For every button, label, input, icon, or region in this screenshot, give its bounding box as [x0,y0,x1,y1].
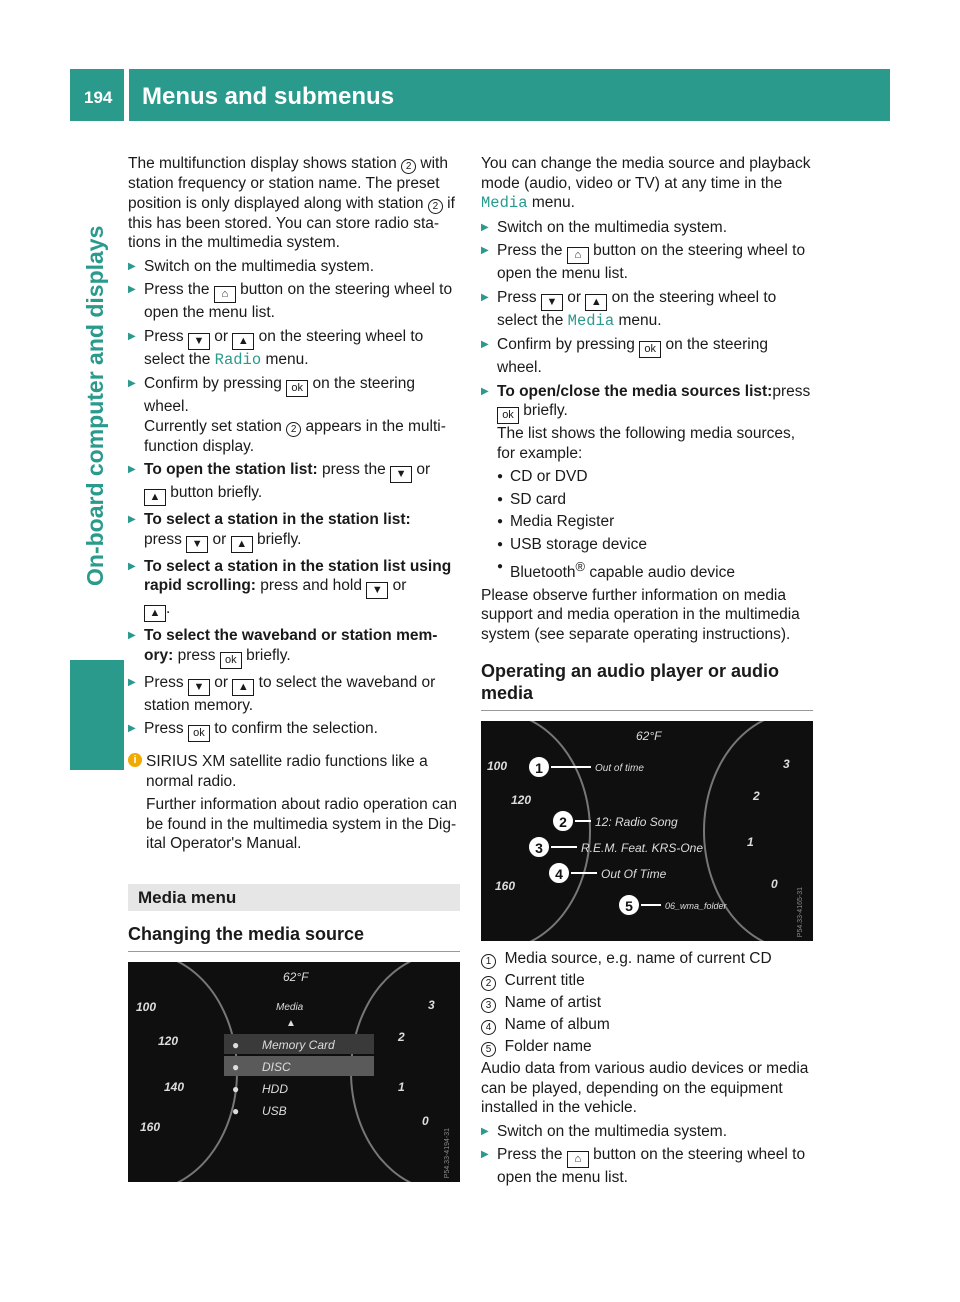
step-select-waveband: ▶ To select the waveband or station mem-ory: press ok briefly. [128,626,460,669]
media-source-item: ● Media Register [497,512,813,532]
step-select-radio: ▶ Press ▼ or ▲ on the steering wheel to select the Radio menu. [128,327,460,371]
media-menu-display-image [128,962,460,1182]
speed-tick: 160 [495,879,516,894]
step-select-station: ▶ To select a station in the station list: press ▼ or ▲ briefly. [128,510,460,553]
media-source-item: ● Bluetooth® capable audio device [497,557,813,583]
further-info-paragraph: Please observe further information on media support and media operation in the multimedia system (see separate operating instructions). [481,586,800,643]
down-arrow-icon: ▼ [366,582,388,599]
side-chapter-marker [70,660,124,770]
step-open-station-list: ▶ To open the station list: press the ▼ or ▲ button briefly. [128,460,460,506]
source-label: Out of time [595,763,644,775]
step-rapid-scroll: ▶ To select a station in the station list using rapid scrolling: press and hold ▼ or ▲ . [128,557,460,623]
folder-name: 06_wma_folder [665,901,727,912]
speedometer-arc [128,962,238,1182]
temperature-readout: 62°F [283,970,309,984]
callout-4: 4 [547,861,571,885]
info-note: i SIRIUS XM satellite radio functions like a normal radio. Further information about radio operation can be found in the multimedia system in the Dig-ital Operator's Manual. [128,752,460,854]
speed-tick: 100 [487,759,508,774]
rev-tick: 0 [771,877,778,892]
media-source-item: ● SD card [497,490,813,510]
step-confirm: ▶ Confirm by pressing ok on the steering wheel. [481,335,813,378]
track-title: 12: Radio Song [595,815,678,830]
step-select-media: ▶ Press ▼ or ▲ on the steering wheel to select the Media menu. [481,288,813,332]
step-switch-on: ▶ Switch on the multimedia system. [128,257,460,277]
media-menu-link: Media [567,311,615,330]
callout-5: 5 [617,893,641,917]
up-arrow-icon: ▲ [232,679,254,696]
media-source-item: ● CD or DVD [497,467,813,487]
rev-tick: 0 [422,1114,429,1128]
up-arrow-icon: ▲ [144,605,166,622]
intro-paragraph: The multifunction display shows station 2 with station frequency or station name. The preset position is only displayed along with station 2 if this has been stored. You can store radio sta-tions in the multimedia system. [128,155,455,251]
callout-2: 2 [428,199,443,214]
page-number: 194 [84,88,113,107]
artist-name: R.E.M. Feat. KRS-One [581,841,704,856]
section-title: Menus and submenus [142,83,395,110]
step-confirm-selection: ▶ Press ok to confirm the selection. [128,719,460,742]
speedometer-arc [481,721,591,941]
legend-item: 2 Current title [481,971,813,991]
media-intro-paragraph: You can change the media source and playback mode (audio, video or TV) at any time in the Media menu. [481,155,811,212]
menu-item: HDD [262,1082,288,1096]
scroll-up-icon: ▲ [286,1018,296,1029]
callout-line [641,904,661,906]
image-reference: P54.33-4165-31 [796,886,804,938]
media-title: Media [276,1002,304,1013]
callout-line [551,846,577,848]
step-press-home: ▶ Press the ⌂ button on the steering wheel to open the menu list. [481,1145,813,1188]
up-arrow-icon: ▲ [585,294,607,311]
up-arrow-icon: ▲ [144,489,166,506]
rev-tick: 2 [398,1030,405,1044]
audio-player-display-image [481,721,813,941]
legend-item: 4 Name of album [481,1015,813,1035]
callout-1: 1 [527,755,551,779]
callout-3: 3 [527,835,551,859]
home-icon: ⌂ [567,247,589,264]
legend-item: 3 Name of artist [481,993,813,1013]
callout-2: 2 [286,422,301,437]
step-press-home: ▶ Press the ⌂ button on the steering wheel to open the menu list. [128,280,460,323]
media-menu-link: Media [481,194,528,212]
speed-tick: 120 [158,1034,179,1048]
left-column [128,154,460,1182]
menu-dot-icon: ● [232,1104,240,1118]
header-divider [124,69,129,121]
ok-icon: ok [286,380,308,397]
menu-dot-icon: ● [232,1082,240,1096]
audio-player-heading: Operating an audio player or audio media [481,660,813,711]
speed-tick: 160 [140,1120,161,1134]
ok-icon: ok [220,652,242,669]
ok-icon: ok [188,725,210,742]
up-arrow-icon: ▲ [232,333,254,350]
callout-line [551,766,591,768]
callout-line [575,820,591,822]
menu-item: USB [262,1104,287,1118]
ok-icon: ok [639,341,661,358]
up-arrow-icon: ▲ [231,536,253,553]
legend-item: 5 Folder name [481,1037,813,1057]
rev-tick: 3 [428,998,435,1012]
image-reference: P54.33-4194-31 [443,1127,451,1178]
info-icon: i [128,753,142,767]
speed-tick: 140 [164,1080,185,1094]
album-name: Out Of Time [601,867,667,882]
step-open-media-sources: ▶ To open/close the media sources list:press ok briefly. The list shows the following media sources, for example: [481,382,813,464]
home-icon: ⌂ [214,286,236,303]
ok-icon: ok [497,407,519,424]
step-press-arrows: ▶ Press ▼ or ▲ to select the waveband or station memory. [128,673,460,716]
media-menu-heading: Media menu [128,884,460,912]
menu-dot-icon: ● [232,1060,240,1074]
home-icon: ⌂ [567,1151,589,1168]
menu-item: Memory Card [262,1038,335,1052]
speed-tick: 120 [511,793,532,808]
step-confirm: ▶ Confirm by pressing ok on the steering wheel. Currently set station 2 appears in the multi-function display. [128,374,460,456]
side-chapter-label: On-board computer and displays [82,225,108,586]
right-column [481,154,813,1192]
down-arrow-icon: ▼ [188,333,210,350]
rev-tick: 1 [747,835,754,850]
temperature-readout: 62°F [636,729,662,744]
menu-item: DISC [262,1060,291,1074]
step-press-home: ▶ Press the ⌂ button on the steering wheel to open the menu list. [481,241,813,284]
radio-menu-link: Radio [214,350,262,369]
legend-list [481,949,813,1057]
step-switch-on: ▶ Switch on the multimedia system. [481,218,813,238]
down-arrow-icon: ▼ [541,294,563,311]
rev-tick: 2 [753,789,760,804]
step-switch-on: ▶ Switch on the multimedia system. [481,1122,813,1142]
callout-2: 2 [401,159,416,174]
rev-tick: 1 [398,1080,405,1094]
changing-media-source-heading: Changing the media source [128,923,460,952]
audio-data-paragraph: Audio data from various audio devices or media can be played, depending on the equipment installed in the vehicle. [481,1060,809,1117]
speed-tick: 100 [136,1000,157,1014]
callout-2: 2 [551,809,575,833]
down-arrow-icon: ▼ [186,536,208,553]
media-source-item: ● USB storage device [497,535,813,555]
down-arrow-icon: ▼ [188,679,210,696]
menu-dot-icon: ● [232,1038,240,1052]
rev-tick: 3 [783,757,790,772]
callout-line [571,872,597,874]
legend-item: 1 Media source, e.g. name of current CD [481,949,813,969]
down-arrow-icon: ▼ [390,466,412,483]
